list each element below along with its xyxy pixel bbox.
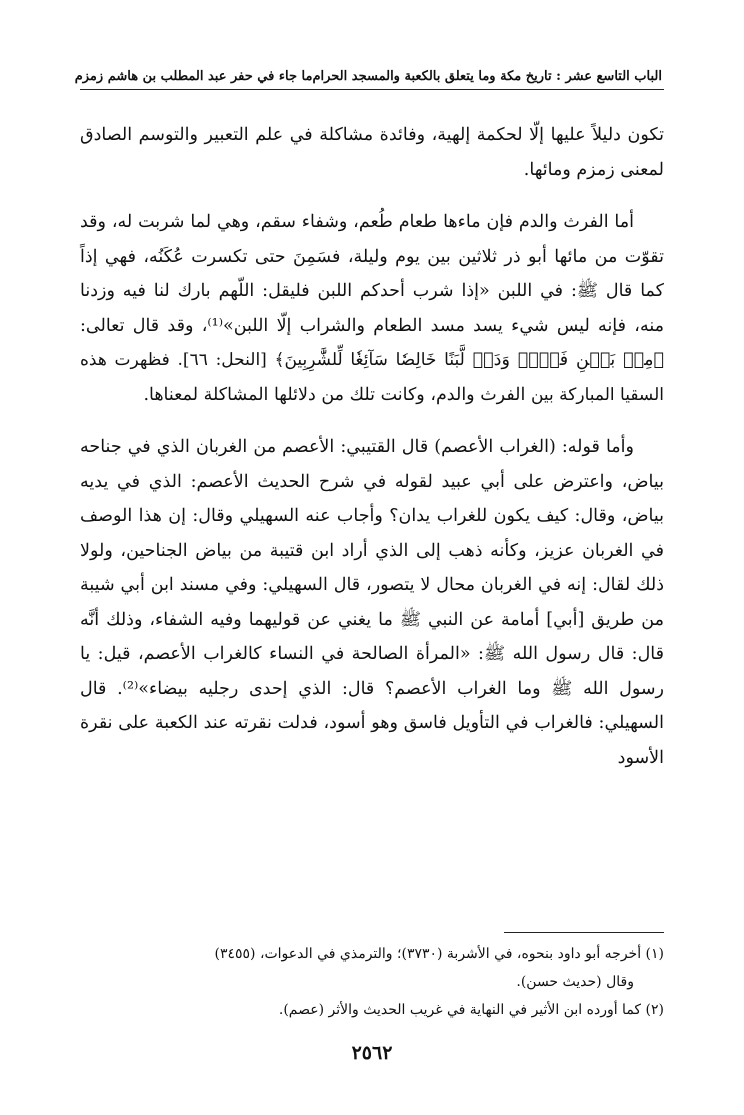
- text-line: في التأويل فاسق وهو أسود، فدلت نقرته عند الكعبة على نقرة الأسود: [80, 713, 664, 768]
- chapter-title: الباب التاسع عشر : تاريخ مكة وما يتعلق بالكعبة والمسجد الحرام: [312, 69, 662, 84]
- text-line: أما الفرث والدم فإن ماءها طعام طُعم، وشفاء سقم، وهي: [216, 212, 634, 232]
- quran-verse-line: لَّبَنًا خَالِصٗا سَآئِغٗا لِّلشَّٰرِبِينَ﴾ [النحل: ٦٦]. فظهرت هذه السقيا المباركة بين: [80, 350, 664, 405]
- footnotes: [80, 940, 664, 1024]
- text-line: ابن أبي شيبة من طريق [أبي] أمامة عن النبي ﷺ ما يغني عن قوليهما: [80, 575, 664, 630]
- text-line: وأما قوله: (الغراب الأعصم) قال القتيبي: الأعصم من الغربان: [195, 437, 634, 457]
- paragraph-2: [80, 205, 664, 412]
- text-line: وكأنه ذهب إلى الذي أراد ابن قتيبة من بياض الجناحين، ولولا ذلك: [80, 540, 664, 595]
- text-line: الذي في جناحه بياض، واعترض على أبي عبيد لقوله في شرح: [80, 437, 664, 492]
- text-line: تكون دليلاً عليها إلّا لحكمة إلهية، وفائدة مشاكلة في علم التعبير: [204, 125, 664, 145]
- text-line: مسد الطعام والشراب إلّا اللبن»⁽¹⁾، وقد قال تعالى: ﴿مِنۢ بَيۡنِ فَرۡثٖ وَدَمٖ: [80, 315, 664, 370]
- paragraph-1: [80, 118, 664, 187]
- header-rule: [80, 89, 664, 90]
- text-line: الحديث الأعصم: الذي في يديه بياض، وقال: كيف يكون للغراب: [80, 471, 664, 526]
- text-line: يدان؟ وأجاب عنه السهيلي وقال: إن هذا الوصف في الغربان عزيز،: [80, 506, 664, 561]
- text-line: فسَمِنَ حتى تكسرت عُكَنُه، فهي إذاً كما قال ﷺ: في اللبن «إذا شرب: [80, 246, 664, 301]
- footnote-line: وقال (حديث حسن).: [516, 974, 634, 990]
- page-number: ٢٥٦٢: [351, 1042, 393, 1064]
- text-line: أحدكم اللبن فليقل: اللّهم بارك لنا فيه وزدنا منه، فإنه ليس شيء يسد: [80, 281, 664, 336]
- text-line: النساء كالغراب الأعصم، قيل: يا رسول الله ﷺ وما الغراب: [80, 644, 664, 699]
- section-title: ما جاء في حفر عبد المطلب بن هاشم زمزم: [74, 69, 313, 84]
- paragraph-3: [80, 430, 664, 775]
- footnote-2: [80, 996, 664, 1024]
- footnote-rule: [504, 932, 664, 933]
- text-line: الفرث والدم، وكانت تلك من دلائلها المشاكلة لمعناها.: [143, 384, 526, 405]
- text-line: لما شربت له، وقد تقوّت من مائها أبو ذر ثلاثين بين يوم وليلة،: [80, 212, 664, 267]
- text-line: لقال: إنه في الغربان محال لا يتصور، قال السهيلي: وفي مسند: [179, 575, 631, 595]
- footnote-line: (١) أخرجه أبو داود بنحوه، في الأشربة (٣٧٣٠)؛ والترمذي في الدعوات، (٣٤٥٥): [214, 946, 664, 962]
- running-header: [74, 58, 662, 84]
- text-line: وفيه الشفاء، وذلك أنَّه قال: قال رسول الله ﷺ: «المرأة الصالحة في: [80, 609, 664, 664]
- footnote-1: [80, 940, 664, 996]
- main-text: [80, 118, 664, 775]
- text-line: الأعصم؟ قال: الذي إحدى رجليه بيضاء»⁽²⁾. قال السهيلي: فالغراب: [80, 678, 664, 733]
- text-line: والتوسم الصادق لمعنى زمزم ومائها.: [80, 125, 664, 180]
- footnote-line: (٢) كما أورده ابن الأثير في النهاية في غريب الحديث والأثر (عصم).: [278, 1002, 664, 1018]
